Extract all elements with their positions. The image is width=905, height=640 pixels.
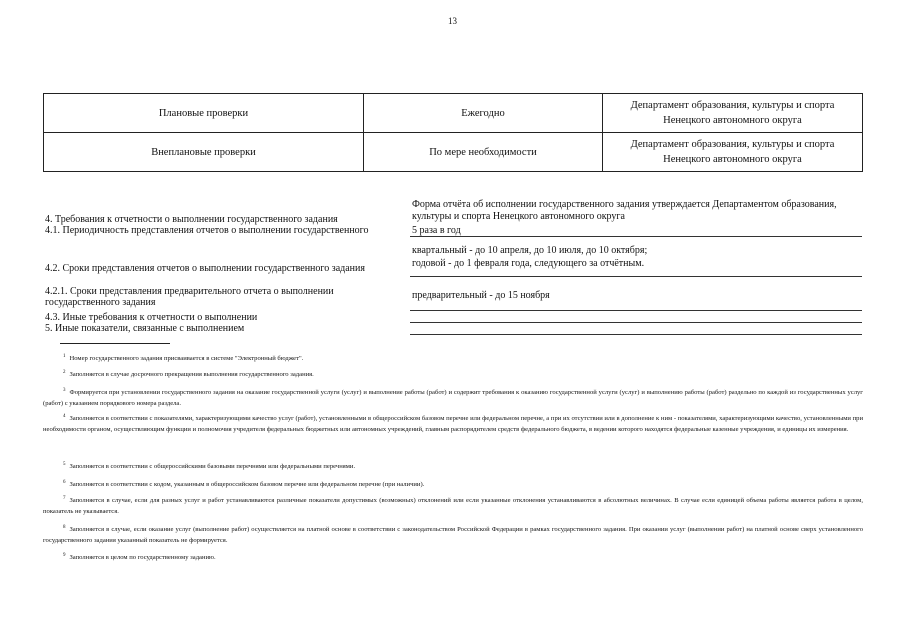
control-authority-cell: Департамент образования, культуры и спорта Ненецкого автономного округа — [603, 133, 863, 172]
control-frequency-cell: Ежегодно — [364, 94, 603, 133]
section-4-heading: 4. Требования к отчетности о выполнении государственного задания — [45, 214, 338, 225]
preliminary-deadline-value: предварительный - до 15 ноября — [412, 290, 550, 301]
footnote — [43, 367, 863, 380]
footnote-text: Формируется при установлении государственного задания на оказание государственной услуги (услуг) и выполнение работы (работ) и содержит требования к оказанию государственной услуги (услуг) и выполнению работы (работ) раздельно по каждой из государственных услуг (работ) с указанием порядкового номера раздела. — [43, 389, 863, 408]
control-frequency-cell: По мере необходимости — [364, 133, 603, 172]
report-frequency-value: 5 раза в год — [412, 225, 461, 236]
footnote — [43, 550, 863, 563]
underline — [410, 322, 862, 323]
footnote-text: Номер государственного задания присваивается в системе "Электронный бюджет". — [69, 355, 304, 363]
footnote — [43, 477, 863, 490]
section-4-3-label: 4.3. Иные требования к отчетности о выполнении — [45, 312, 258, 323]
footnote — [43, 385, 863, 409]
footnote-text: Заполняется в соответствии с показателями, характеризующими качество услуг (работ), установленными в общероссийском базовом перечне или федеральном перечне, а при их отсутствии или в дополнение к ним - показателями, характеризующими качество, установленными при необходимости органом, осуществляющим функции и полномочия учредителя федеральных бюджетных или автономных учреждений, главным распорядителем средств федерального бюджета, в ведении которого находятся федеральные казенные учреждения, и единицы их измерения. — [43, 415, 863, 434]
footnote-number: 9 — [63, 553, 66, 558]
underline — [410, 236, 862, 237]
control-form-cell: Плановые проверки — [44, 94, 364, 133]
underline — [410, 334, 862, 335]
footnote-number: 4 — [63, 414, 66, 419]
page-number: 13 — [448, 16, 457, 26]
control-authority-cell: Департамент образования, культуры и спорта Ненецкого автономного округа — [603, 94, 863, 133]
footnote — [43, 522, 863, 546]
annual-deadline-value: годовой - до 1 февраля года, следующего за отчётным. — [412, 258, 645, 269]
footnote-number: 7 — [63, 496, 66, 501]
section-4-2-label: 4.2. Сроки представления отчетов о выполнении государственного задания — [45, 263, 365, 274]
footnote-number: 2 — [63, 370, 66, 375]
table-row — [44, 133, 863, 172]
section-4-2-1-label: 4.2.1. Сроки представления предварительного отчета о выполнении государственного задания — [45, 286, 334, 308]
footnote-text: Заполняется в соответствии с кодом, указанным в общероссийском базовом перечне или федеральном перечне (при наличии). — [69, 481, 425, 489]
footnote-number: 6 — [63, 480, 66, 485]
footnote — [43, 493, 863, 517]
footnote-text: Заполняется в случае, если для разных услуг и работ устанавливаются различные показатели допустимых (возможных) отклонений или если указанные отклонения устанавливаются в абсолютных величинах. В случае если единицей объема работы является работа в целом, показатель не указывается. — [43, 497, 863, 516]
footnote — [43, 411, 863, 435]
footnote-number: 5 — [63, 462, 66, 467]
report-form-value: Форма отчёта об исполнении государственного задания утверждается Департаментом образования, культуры и спорта Ненецкого автономного округа — [412, 199, 837, 222]
footnote-text: Заполняется в случае досрочного прекращения выполнения государственного задания. — [69, 371, 314, 379]
control-form-cell: Внеплановые проверки — [44, 133, 364, 172]
footnote-number: 1 — [63, 354, 66, 359]
footnote-text: Заполняется в целом по государственному заданию. — [69, 554, 216, 562]
footnote-number: 3 — [63, 388, 66, 393]
table-row — [44, 94, 863, 133]
footnote — [43, 459, 863, 472]
footnote-text: Заполняется в случае, если оказание услуг (выполнение работ) осуществляется на платной основе в соответствии с законодательством Российской Федерации в рамках государственного задания. При оказании услуг (выполнении работ) на платной основе сверх установленного государственного задания указанный показатель не формируется. — [43, 526, 863, 545]
footnote-number: 8 — [63, 525, 66, 530]
quarterly-deadline-value: квартальный - до 10 апреля, до 10 июля, до 10 октября; — [412, 245, 648, 256]
underline — [410, 276, 862, 277]
footnote-text: Заполняется в соответствии с общероссийскими базовыми перечнями или федеральными перечнями. — [69, 463, 356, 471]
section-5-label: 5. Иные показатели, связанные с выполнением — [45, 323, 245, 334]
footnote — [43, 351, 863, 364]
footnote-separator — [60, 343, 170, 344]
underline — [410, 310, 862, 311]
control-table — [43, 93, 863, 172]
section-4-1-label: 4.1. Периодичность представления отчетов о выполнении государственного — [45, 225, 369, 236]
